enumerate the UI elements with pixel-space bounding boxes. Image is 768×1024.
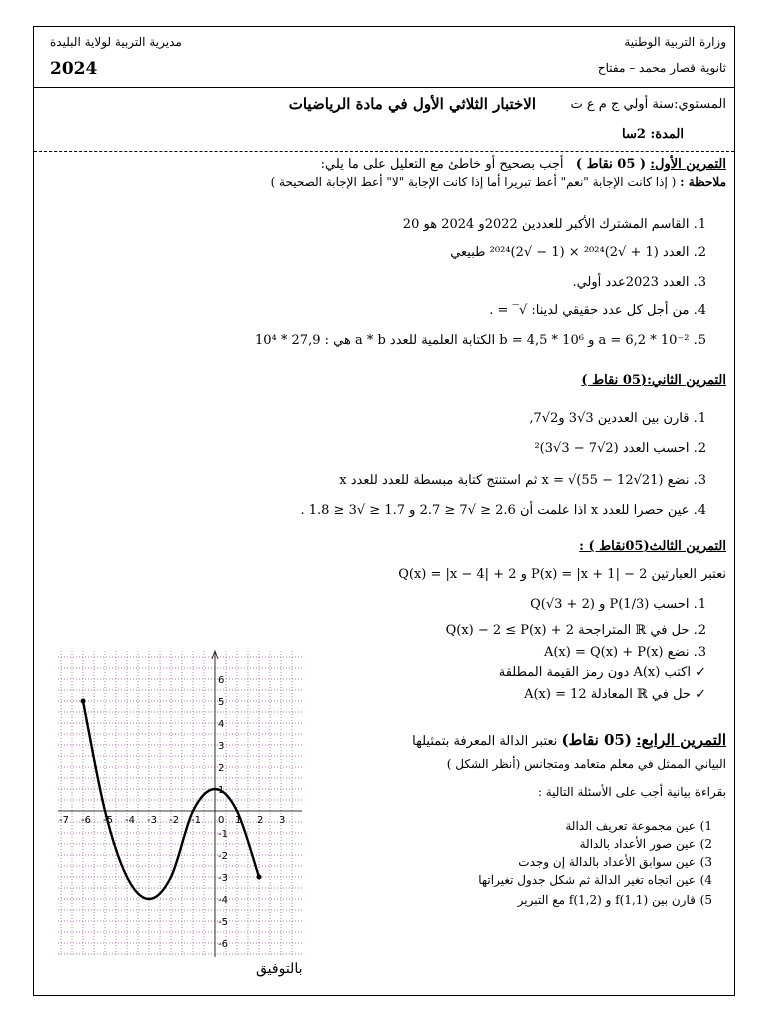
x-tick-label: -3 [147, 815, 157, 826]
curve-start-point [81, 699, 86, 704]
ex2-item-1: 1. قارن بين العددين 3√3 و2√7, [529, 411, 706, 426]
function-graph [56, 649, 304, 961]
y-tick-label: -1 [218, 829, 228, 840]
ex4-item-2: 2) عين صور الأعداد بالدالة [579, 837, 712, 851]
ex1-item-2: 2. العدد (1 + √2)²⁰²⁴ × (1 − √2)²⁰²⁴ طبيعي [450, 245, 706, 260]
level: المستوي:سنة أولي ج م ع ت [570, 97, 726, 112]
closing-note: بالتوفيق [256, 961, 303, 977]
ex3-item-1: 1. احسب P(1/3) و Q(√3 + 2) [530, 597, 706, 612]
ex1-heading [321, 157, 726, 172]
ex2-item-2: 2. احسب العدد (2√7 − 3√3)² [534, 441, 706, 456]
y-tick-label: -2 [218, 851, 228, 862]
ex4-intro1: نعتبر الدالة المعرفة بتمثيلها [412, 734, 558, 749]
ex2-points: (05 نقاط ) [581, 373, 648, 388]
ex3-item-2: 2. حل في ℝ المتراجحة Q(x) − 2 ≤ P(x) + 2 [445, 623, 706, 638]
y-tick-label: -6 [218, 939, 228, 950]
x-tick-label: 3 [279, 815, 286, 826]
y-tick-label: 5 [218, 697, 225, 708]
ex1-item-3: 3. العدد 2023عدد أولي. [572, 275, 706, 290]
ex1-item-4: 4. من أجل كل عدد حقيقي لدينا: √‾ = . [489, 303, 706, 318]
ex2-item-4: 4. عين حصرا للعدد x اذا علمت أن 2.6 ≤ √7 ≤ 2.7 و 1.7 ≤ √3 ≤ 1.8 . [300, 503, 706, 518]
ex3-heading [579, 539, 726, 554]
ex3-item-5: ✓ حل في ℝ المعادلة A(x) = 12 [524, 687, 706, 702]
ex4-intro3: بقراءة بيانية أجب على الأسئلة التالية : [537, 785, 726, 799]
x-tick-label: -1 [191, 815, 201, 826]
y-tick-label: -3 [218, 873, 228, 884]
ex4-intro2: البياني الممثل في معلم متعامد ومتجانس (أنظر الشكل ) [446, 757, 726, 771]
ex3-item-3: 3. نضع A(x) = Q(x) + P(x) [543, 645, 706, 660]
x-tick-label: 1 [235, 815, 242, 826]
ex1-note-text: ( إذا كانت الإجابة "نعم" أعط تبريرا أما إذا كانت الإجابة "لا" أعط الإجابة الصحيحة ) [270, 175, 677, 189]
ministry-name: وزارة التربية الوطنية [624, 35, 726, 49]
ex1-title: التمرين الأول: [650, 157, 726, 172]
ex3-title: التمرين الثالث( [643, 539, 726, 554]
ex4-points: (05 نقاط) [561, 731, 632, 749]
ex1-note [271, 175, 726, 189]
x-tick-label: -2 [169, 815, 179, 826]
y-tick-label: 4 [218, 719, 225, 730]
x-tick-label: 0 [218, 815, 225, 826]
y-tick-label: -4 [218, 895, 228, 906]
ex4-item-1: 1) عين مجموعة تعريف الدالة [565, 819, 712, 833]
x-tick-label: -7 [59, 815, 69, 826]
ex4-title: التمرين الرابع: [636, 731, 726, 749]
curve-end-point [257, 875, 262, 880]
header-divider [34, 87, 734, 88]
exam-title: الاختبار الثلاثي الأول في مادة الرياضيات [288, 95, 536, 113]
y-tick-label: 6 [218, 675, 225, 686]
ex4-item-4: 4) عين اتجاه تغير الدالة ثم شكل جدول تغيراتها [478, 873, 712, 887]
exam-sheet [33, 26, 735, 996]
ex2-title: التمرين الثاني: [647, 373, 726, 388]
x-tick-label: 2 [257, 815, 264, 826]
school-name: ثانوية قصار محمد – مفتاح [597, 61, 726, 75]
ex1-note-label: ملاحظة : [680, 175, 726, 189]
y-tick-label: 1 [218, 785, 225, 796]
ex2-item-3: 3. نضع x = √(55 − 12√21) ثم استنتج كتابة مبسطة للعدد للعدد x [339, 473, 706, 488]
ex4-item-3: 3) عين سوابق الأعداد بالدالة إن وجدت [518, 855, 712, 869]
duration: المدة: 2سا [622, 127, 684, 142]
x-tick-label: -4 [125, 815, 135, 826]
ex1-instruction: أجب بصحيح أو خاطئ مع التعليل على ما يلي: [320, 157, 564, 172]
ex1-item-5: 5. a = 6,2 * 10⁻² و b = 4,5 * 10⁶ الكتابة العلمية للعدد a * b هي : 27,9 * 10⁴ [255, 333, 706, 348]
y-tick-label: 2 [218, 763, 225, 774]
ex4-item-5: 5) قارن بين f(1,1) و f(1,2) مع التبرير [517, 893, 712, 907]
ex2-heading [581, 373, 726, 388]
x-tick-label: -6 [81, 815, 91, 826]
x-tick-label: -5 [103, 815, 113, 826]
directorate-name: مديرية التربية لولاية البليدة [50, 35, 182, 49]
ex4-heading [412, 731, 726, 749]
title-divider [34, 151, 734, 152]
school-year: 2024 [50, 59, 98, 79]
ex1-points: ( 05 نقاط ) [575, 157, 647, 172]
ex3-points: 05نقاط ) : [579, 539, 644, 554]
ex3-item-4: ✓ اكتب A(x) دون رمز القيمة المطلقة [498, 665, 706, 680]
y-tick-label: 3 [218, 741, 225, 752]
ex3-intro: نعتبر العبارتين P(x) = |x + 1| − 2 و Q(x) = |x − 4| + 2 [398, 567, 726, 582]
ex1-item-1: 1. القاسم المشترك الأكبر للعددين 2022و 2024 هو 20 [402, 217, 706, 232]
y-tick-label: -5 [218, 917, 228, 928]
